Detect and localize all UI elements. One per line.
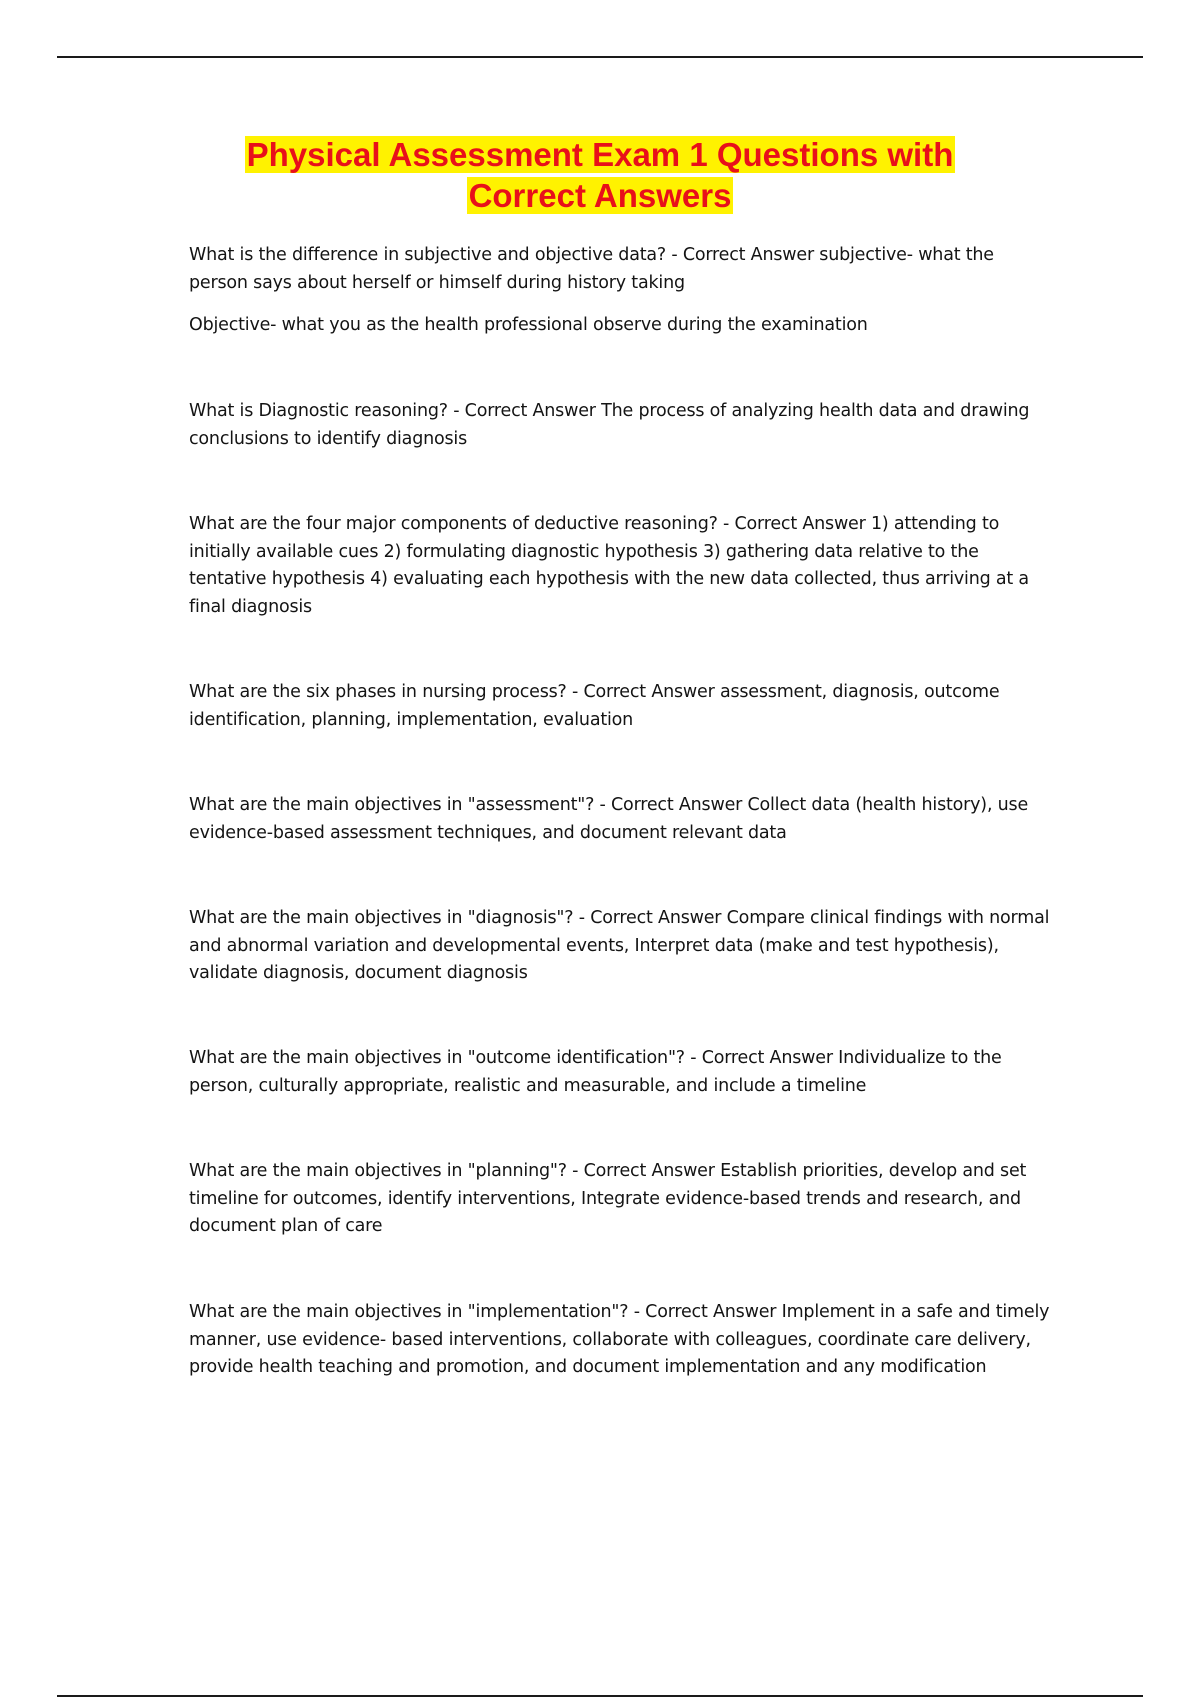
title-line-1: Physical Assessment Exam 1 Questions with — [246, 136, 954, 173]
top-divider — [57, 56, 1143, 58]
document-title — [150, 134, 1050, 216]
qa-implementation-objectives: What are the main objectives in "implementation"? - Correct Answer Implement in a safe and timely manner, use evidence- based interventions, collaborate with colleagues, coordinate care delivery, provide health teaching and promotion, and document implementation and any modification — [189, 1302, 1050, 1377]
qa-deductive-reasoning: What are the four major components of deductive reasoning? - Correct Answer 1) attending to initially available cues 2) formulating diagnostic hypothesis 3) gathering data relative to the tentative hypothesis 4) evaluating each hypothesis with the new data collected, thus arriving at a final diagnosis — [189, 514, 1029, 617]
qa-assessment-objectives: What are the main objectives in "assessment"? - Correct Answer Collect data (health history), use evidence-based assessment techniques, and document relevant data — [189, 795, 1029, 843]
qa-diagnosis-objectives: What are the main objectives in "diagnosis"? - Correct Answer Compare clinical findings with normal and abnormal variation and developmental events, Interpret data (make and test hypothesis), validate diagnosis, document diagnosis — [189, 908, 1050, 983]
qa-subjective-objective: What is the difference in subjective and objective data? - Correct Answer subjective- what the person says about herself or himself during history taking — [189, 245, 994, 293]
qa-planning-objectives: What are the main objectives in "planning"? - Correct Answer Establish priorities, develop and set timeline for outcomes, identify interventions, Integrate evidence-based trends and research, and document plan of care — [189, 1161, 1027, 1236]
qa-outcome-identification-objectives: What are the main objectives in "outcome identification"? - Correct Answer Individualize to the person, culturally appropriate, realistic and measurable, and include a timeline — [189, 1048, 1002, 1096]
qa-objective-note: Objective- what you as the health professional observe during the examination — [189, 315, 868, 335]
bottom-divider — [57, 1695, 1143, 1697]
title-line-2: Correct Answers — [468, 177, 732, 214]
qa-diagnostic-reasoning: What is Diagnostic reasoning? - Correct Answer The process of analyzing health data and drawing conclusions to identify diagnosis — [189, 401, 1030, 449]
qa-nursing-process-phases: What are the six phases in nursing process? - Correct Answer assessment, diagnosis, outcome identification, planning, implementation, evaluation — [189, 682, 1000, 730]
